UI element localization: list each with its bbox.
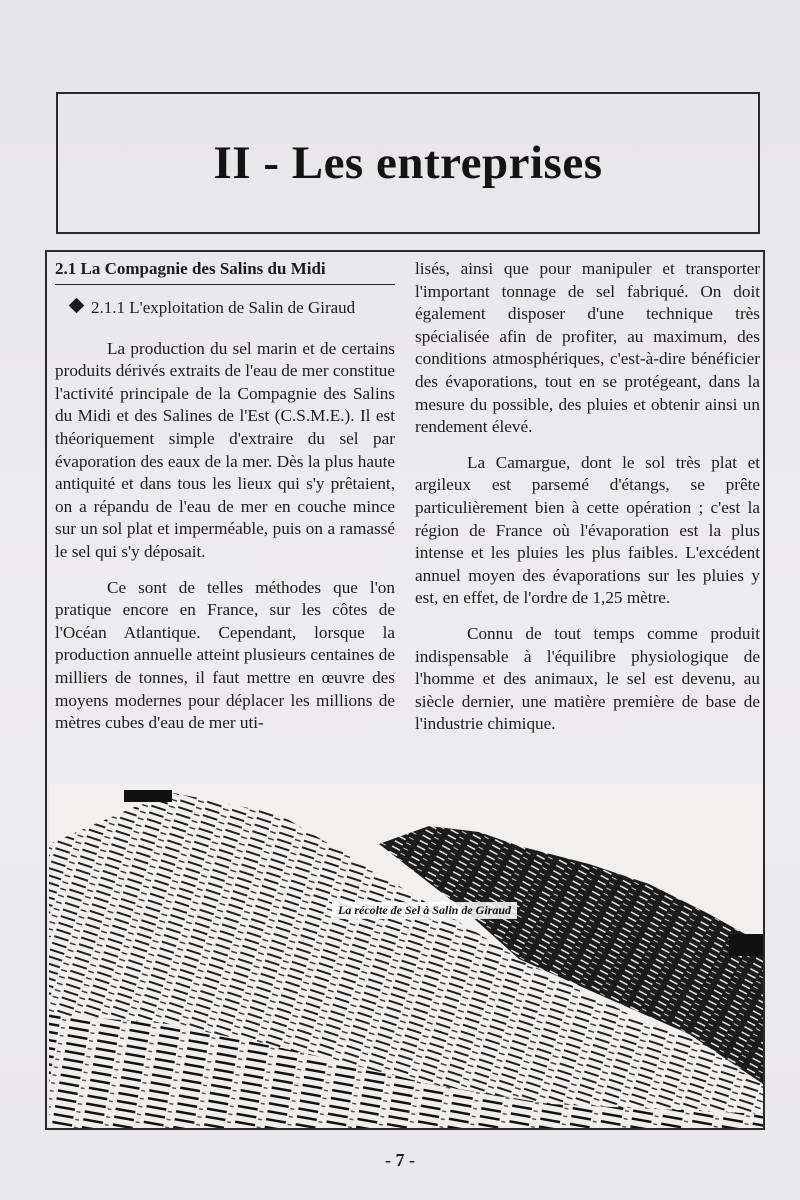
content-box bbox=[45, 250, 765, 1130]
paragraph: lisés, ainsi que pour manipuler et transporter l'important tonnage de sel fabriqué. On doit également disposer d'une technique très spécialisée afin de profiter, au maximum, des conditions atmosphériques, c'est-à-dire bénéficier des évaporations, tout en se protégeant, dans la mesure du possible, des pluies et obtenir ainsi un rendement élevé. bbox=[415, 259, 760, 437]
paragraph: Connu de tout temps comme produit indispensable à l'équilibre physiologique de l'homme et des animaux, le sel est devenu, au siècle dernier, une matière première de base de l'industrie chimique. bbox=[415, 623, 760, 734]
salt-harvest-photo bbox=[49, 784, 763, 1128]
paragraph: Ce sont de telles méthodes que l'on pratique encore en France, sur les côtes de l'Océan Atlantique. Cependant, lorsque la production annuelle atteint plusieurs centaines de milliers de tonnes, il faut mettre en œuvre des moyens modernes pour déplacer les millions de mètres cubes d'eau de mer uti- bbox=[55, 577, 395, 733]
page-title: II - Les entreprises bbox=[213, 137, 603, 189]
title-box bbox=[56, 92, 760, 234]
left-column bbox=[55, 258, 395, 748]
subsection-heading-text: 2.1.1 L'exploitation de Salin de Giraud bbox=[91, 298, 356, 317]
page-number: - 7 - bbox=[385, 1150, 415, 1170]
diamond-bullet-icon bbox=[69, 298, 85, 314]
right-column bbox=[415, 258, 760, 749]
subsection-heading bbox=[71, 297, 395, 320]
paragraph: La production du sel marin et de certains produits dérivés extraits de l'eau de mer constitue l'activité principale de la Compagnie des Salins du Midi et des Salines de l'Est (C.S.M.E.). Il est théoriquement simple d'extraire du sel par évaporation des eaux de la mer. Dès la plus haute antiquité et dans tous les lieux qui s'y prêtaient, on a répandu de l'eau de mer en couche mince sur un sol plat et imperméable, puis on a ramassé le sel qui s'y déposait. bbox=[55, 338, 395, 561]
section-heading: 2.1 La Compagnie des Salins du Midi bbox=[55, 258, 395, 285]
photo-caption: La récolte de Sel à Salin de Giraud bbox=[332, 902, 517, 919]
paragraph: La Camargue, dont le sol très plat et argileux est parsemé d'étangs, se prête particulièrement bien à cette opération ; c'est la région de France où l'évaporation est la plus intense et les pluies les plus faibles. L'excédent annuel moyen des évaporations sur les pluies y est, en effet, de l'ordre de 1,25 mètre. bbox=[415, 452, 760, 608]
salt-pile-image bbox=[49, 784, 763, 1128]
